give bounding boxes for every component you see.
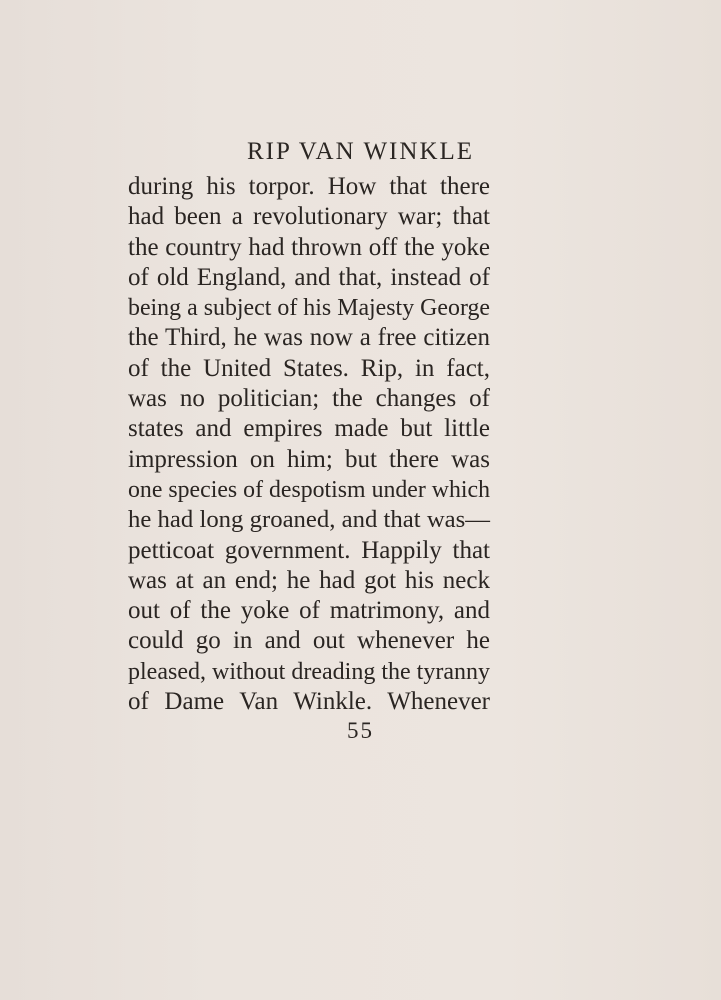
text-line: he had long groaned, and that was— [128, 506, 490, 534]
text-line: the country had thrown off the yoke [128, 233, 490, 261]
text-line: the Third, he was now a free citizen [128, 324, 490, 352]
text-line: out of the yoke of matrimony, and [128, 597, 490, 625]
text-line: of old England, and that, instead of [128, 263, 490, 291]
text-line: one species of despotism under which [128, 476, 490, 503]
text-line: had been a revolutionary war; that [128, 203, 490, 231]
text-line: was at an end; he had got his neck [128, 566, 490, 594]
text-line: of Dame Van Winkle. Whenever [128, 688, 490, 716]
body-text [128, 172, 490, 717]
text-line: pleased, without dreading the tyranny [128, 658, 490, 685]
text-line: could go in and out whenever he [128, 627, 490, 655]
text-line: impression on him; but there was [128, 445, 490, 473]
page-number: 55 [347, 718, 374, 743]
text-line: petticoat government. Happily that [128, 536, 490, 564]
text-line: of the United States. Rip, in fact, [128, 354, 490, 382]
running-header: RIP VAN WINKLE [246, 138, 475, 165]
text-line: being a subject of his Majesty George [128, 295, 490, 322]
text-line: states and empires made but little [128, 415, 490, 443]
text-line: was no politician; the changes of [128, 385, 490, 413]
text-line: during his torpor. How that there [128, 173, 490, 200]
